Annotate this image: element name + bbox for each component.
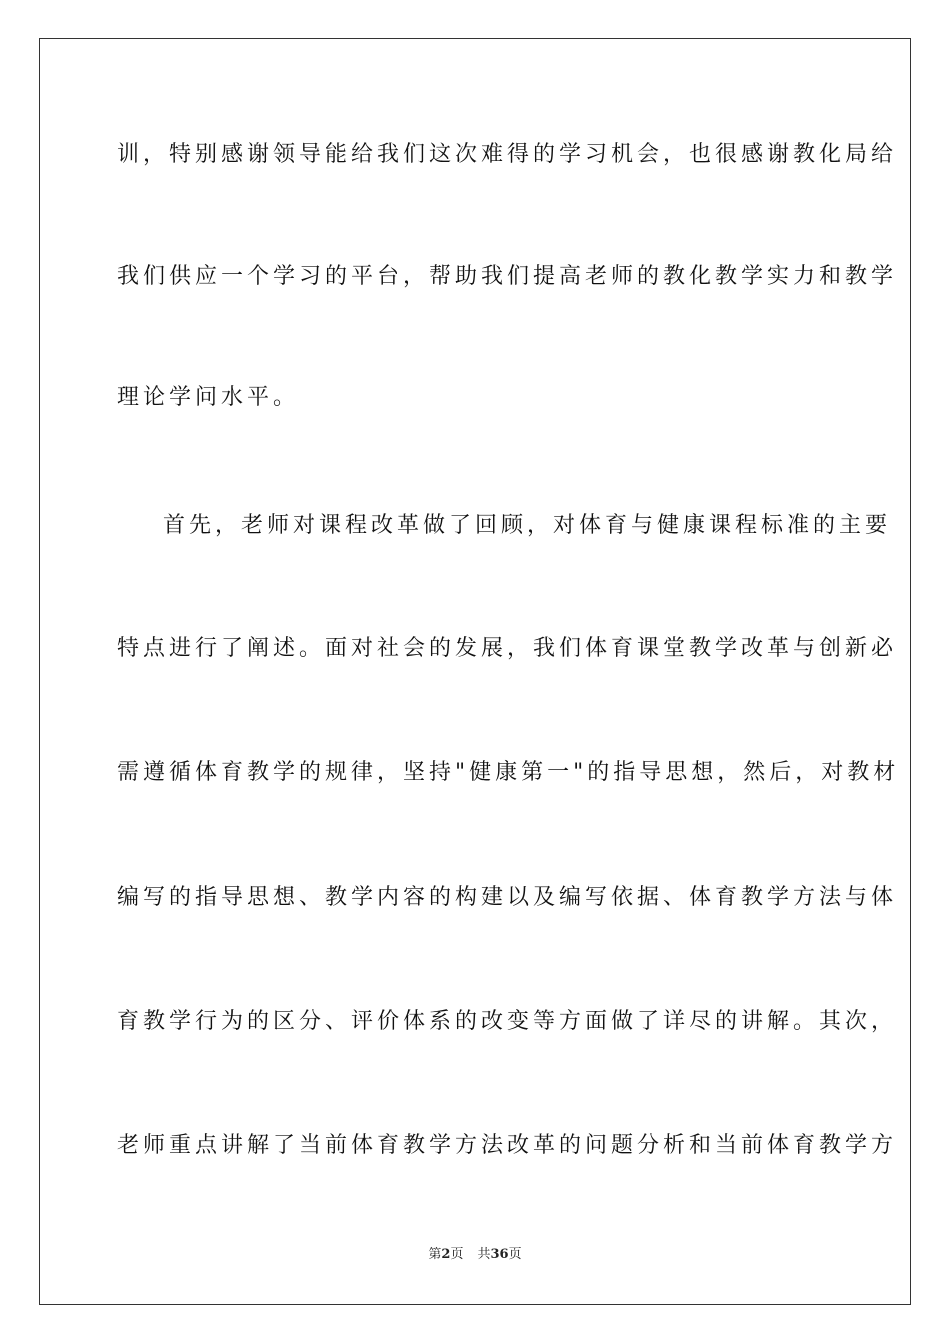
page-border	[39, 38, 911, 1305]
page-prefix: 第	[428, 1247, 442, 1262]
page-footer	[0, 1246, 950, 1264]
text-line: 理论学问水平。	[117, 385, 300, 410]
text-line: 老师重点讲解了当前体育教学方法改革的问题分析和当前体育教学方	[117, 1133, 898, 1158]
total-suffix: 页	[508, 1247, 522, 1262]
text-line: 育教学行为的区分、评价体系的改变等方面做了详尽的讲解。其次，	[117, 1009, 898, 1034]
text-line: 需遵循体育教学的规律，坚持"健康第一"的指导思想，然后，对教材	[117, 760, 900, 785]
text-line: 特点进行了阐述。面对社会的发展，我们体育课堂教学改革与创新必	[117, 636, 898, 661]
paragraph-first-line: 首先，老师对课程改革做了回顾，对体育与健康课程标准的主要	[163, 513, 892, 538]
text-line: 编写的指导思想、教学内容的构建以及编写依据、体育教学方法与体	[117, 885, 898, 910]
text-line: 我们供应一个学习的平台，帮助我们提高老师的教化教学实力和教学	[117, 264, 898, 289]
page-number: 2	[441, 1247, 451, 1262]
total-pages: 36	[490, 1247, 509, 1262]
total-prefix: 共	[477, 1247, 491, 1262]
text-line: 训，特别感谢领导能给我们这次难得的学习机会，也很感谢教化局给	[117, 142, 898, 167]
page-suffix: 页	[450, 1247, 464, 1262]
